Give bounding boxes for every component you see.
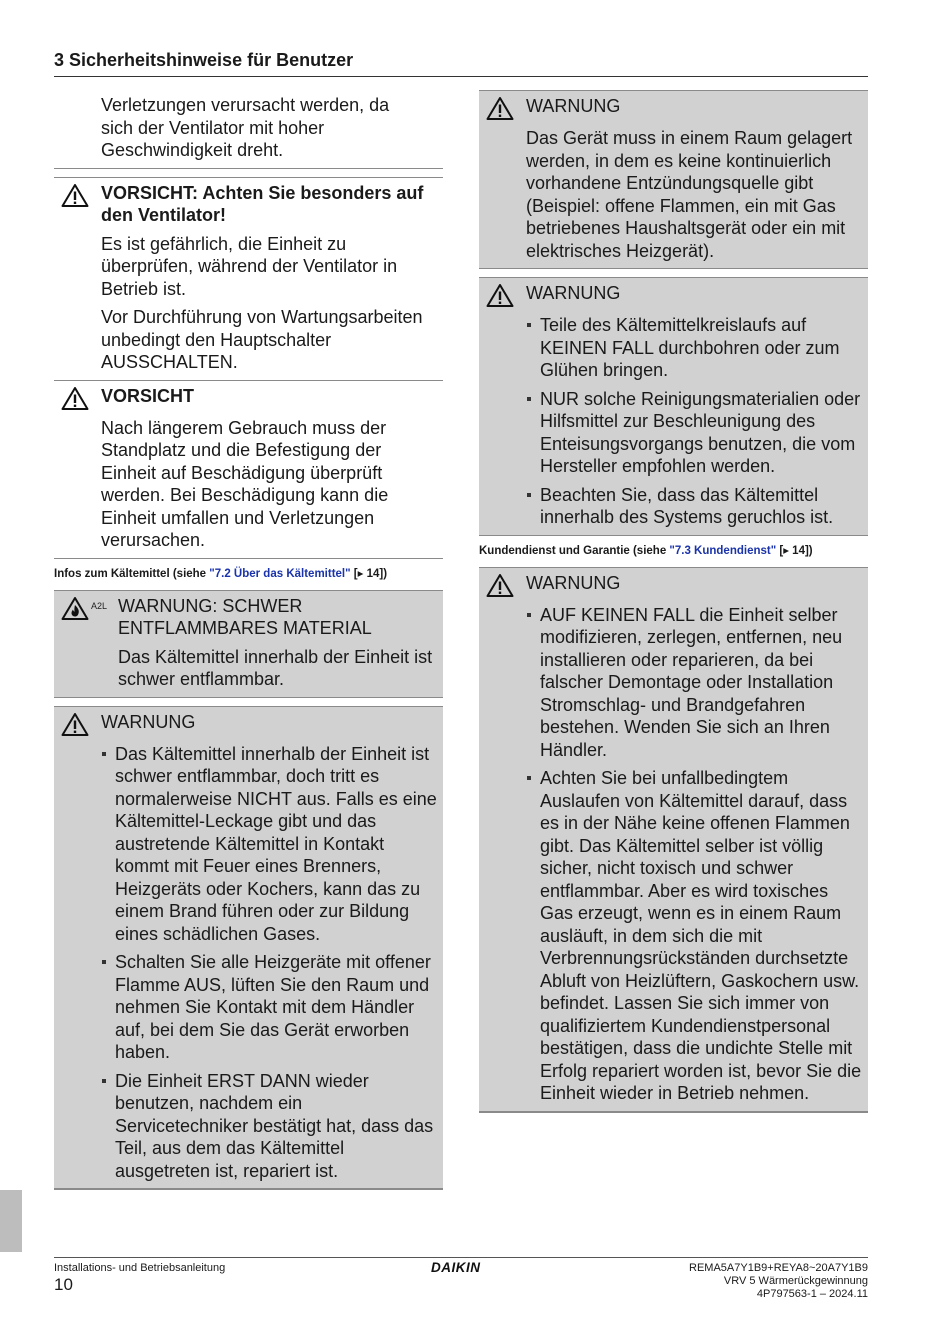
warning-title: WARNUNG [526,96,621,116]
caution-paragraph: Vor Durchführung von Wartungsarbeiten unbedingt den Hauptschalter AUSSCHALTEN. [101,307,423,372]
service-reference [479,536,868,567]
reference-suffix: [▸ 14]) [776,544,813,557]
warning-triangle-icon [61,712,89,737]
chapter-side-tab [0,1190,22,1252]
list-item: Achten Sie bei unfallbedingtem Auslaufen von Kältemittel darauf, dass es in der Nähe keine offenen Flammen gibt. Das Kältemittel selber ist völlig sicher, nicht toxisch und schwer entflammbar. Aber es wird toxisches Gas erzeugt, wenn es in einem Raum ausläuft, in dem sich die mit Verbrennungsrückständen durchsetzte Abluft von Heizlüftern, Gaskochern usw. befindet. Lassen Sie sich immer von qualifiziertem Kundendienstpersonal bestätigen, dass die undichte Stelle mit Erfolg repariert worden ist, bevor Sie die Einheit wieder in Betrieb nehmen. [526,767,862,1105]
warning-title: WARNUNG [526,283,621,303]
footer-divider [54,1257,868,1258]
warning-triangle-icon [61,183,89,208]
continuation-line: Verletzungen verursacht werden, da [101,95,390,115]
footer-right [689,1262,868,1301]
warning-title: WARNUNG [101,711,196,732]
caution-stand-box [54,381,443,559]
warning-triangle-icon [486,573,514,598]
daikin-logo: DAIKIN [431,1260,481,1275]
reference-prefix: Kundendienst und Garantie (siehe [479,544,670,557]
document-id: 4P797563-1 – 2024.11 [756,1288,868,1300]
service-section-link[interactable]: "7.3 Kundendienst" [669,544,777,557]
list-item: Beachten Sie, dass das Kältemittel innerhalb des Systems geruchlos ist. [526,484,862,529]
page-number: 10 [54,1275,73,1294]
warning-paragraph: Das Gerät muss in einem Raum gelagert werden, in dem es keine kontinuierlich vorhandene Entzündungsquelle gibt (Beispiel: offene Flammen, ein mit Gas betriebenes Haushaltsgerät oder ein mit elektrisches Heizgerät). [526,128,853,261]
caution-title: VORSICHT [101,385,195,406]
caution-fan-box [54,177,443,381]
list-item: Schalten Sie alle Heizgeräte mit offener Flamme AUS, lüften Sie den Raum und nehmen Sie Kontakt mit dem Händler auf, bei dem Sie das Gerät erworben haben. [101,951,437,1064]
list-item: NUR solche Reinigungsmaterialien oder Hilfsmittel zur Beschleunigung des Enteisungsvorgangs benutzen, die vom Hersteller empfohlen werden. [526,388,862,478]
flame-warning-icon [61,596,89,621]
warning-paragraph: Das Kältemittel innerhalb der Einheit ist schwer entflammbar. [118,646,433,689]
list-item: Die Einheit ERST DANN wieder benutzen, nachdem ein Servicetechniker bestätigt hat, dass das Teil, aus dem das Kältemittel ausgetreten ist, repariert ist. [101,1070,437,1183]
product-name: VRV 5 Wärmerückgewinnung [723,1275,868,1287]
reference-suffix: [▸ 14]) [350,567,388,580]
a2l-icon-label: A2L [91,600,108,611]
caution-paragraph: Nach längerem Gebrauch muss der Standplatz und die Befestigung der Einheit auf Beschädigung überprüft werden. Bei Beschädigung kann die Einheit umfallen und Verletzungen verursachen. [101,417,389,550]
warning-triangle-icon [486,283,514,308]
warning-triangle-icon [486,96,514,121]
refrigerant-section-link[interactable]: "7.2 Über das Kältemittel" [209,567,351,580]
list-item: Das Kältemittel innerhalb der Einheit ist schwer entflammbar, doch tritt es normalerweise NICHT aus. Falls es eine Kältemittel-Leckage gibt und das austretende Kältemittel in Kontakt kommt mit Feuer eines Brenners, Heizgeräts oder Kochers, kann das zu einem Brand führen oder zur Bildung eines schädlichen Gases. [101,743,437,946]
warning-circuit-box [479,277,868,536]
manual-title: Installations- und Betriebsanleitung [54,1262,226,1274]
reference-prefix: Infos zum Kältemittel (siehe [54,567,210,580]
continuation-line: Geschwindigkeit dreht. [101,140,284,160]
warning-leak-box [54,706,443,1191]
right-column [479,90,868,1113]
footer-left [54,1262,225,1295]
model-number: REMA5A7Y1B9+REYA8~20A7Y1B9 [689,1262,868,1274]
list-item: AUF KEINEN FALL die Einheit selber modifizieren, zerlegen, entfernen, neu installieren oder reparieren, da bei falscher Demontage oder Installation Stromschlag- und Brandgefahren bestehen. Wenden Sie sich an Ihren Händler. [526,604,862,762]
warning-triangle-icon [61,386,89,411]
caution-title: VORSICHT: Achten Sie besonders auf den Ventilator! [101,182,424,225]
warning-storage-box [479,90,868,269]
warning-flammable-box [54,590,443,698]
continuation-text-block [54,90,443,169]
caution-paragraph: Es ist gefährlich, die Einheit zu überprüfen, während der Ventilator in Betrieb ist. [101,233,398,299]
refrigerant-reference [54,559,443,590]
warning-title: WARNUNG: SCHWER ENTFLAMMBARES MATERIAL [118,595,372,638]
continuation-line: sich der Ventilator mit hoher [101,117,325,138]
left-column [54,90,443,1190]
list-item: Teile des Kältemittelkreislaufs auf KEINEN FALL durchbohren oder zum Glühen bringen. [526,314,862,382]
warning-title: WARNUNG [526,572,621,593]
warning-service-box [479,567,868,1113]
page-title: 3 Sicherheitshinweise für Benutzer [54,50,868,77]
